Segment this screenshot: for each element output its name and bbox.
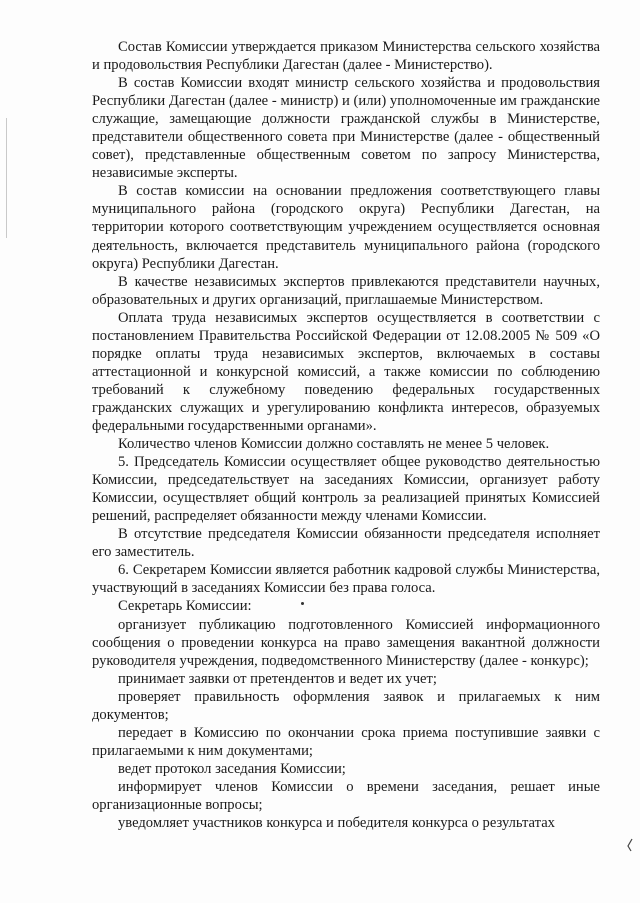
- paragraph-secretary-applications: принимает заявки от претендентов и ведет их учет;: [118, 670, 437, 687]
- paragraph-commission-members: В состав Комиссии входят министр сельского хозяйства и продовольствия Республики Дагестан (далее - министр) и (или) уполномоченные им гражданские служащие, замещающие должности гражданской службы в Министерстве, представители общественного совета при Министерстве (далее - общественный совет), представленные общественным советом по запросу Министерства, независимые эксперты.: [92, 75, 600, 182]
- paragraph-expert-payment: Оплата труда независимых экспертов осуществляется в соответствии с постановлением Правительства Российской Федерации от 12.08.2005 № 509 «О порядке оплаты труда независимых экспертов, включаемых в составы аттестационной и конкурсной комиссий, а также комиссии по соблюдению требований к служебному поведению федеральных государственных гражданских служащих и урегулированию конфликта интересов, образуемых федеральными государственными органами».: [92, 309, 600, 434]
- paragraph-secretary-publication: организует публикацию подготовленного Комиссией информационного сообщения о проведении конкурса на право замещения вакантной должности руководителя учреждения, подведомственного Министерству (далее - конкурс);: [92, 616, 600, 669]
- paragraph-chairman-absence: В отсутствие председателя Комиссии обязанности председателя исполняет его заместитель.: [92, 526, 600, 561]
- paragraph-secretary-verification: проверяет правильность оформления заявок и прилагаемых к ним документов;: [92, 688, 600, 723]
- paragraph-independent-experts: В качестве независимых экспертов привлекаются представители научных, образовательных и других организаций, приглашаемые Министерством.: [92, 273, 600, 308]
- scan-speck: [301, 602, 304, 605]
- paragraph-member-count: Количество членов Комиссии должно составлять не менее 5 человек.: [118, 436, 550, 453]
- scan-corner-mark: [626, 838, 634, 852]
- document-body: [92, 38, 600, 832]
- paragraph-secretary-inform: информирует членов Комиссии о времени заседания, решает иные организационные вопросы;: [92, 778, 600, 813]
- paragraph-commission-approval: Состав Комиссии утверждается приказом Министерства сельского хозяйства и продовольствия Республики Дагестан (далее - Министерство).: [92, 39, 600, 74]
- paragraph-secretary-minutes: ведет протокол заседания Комиссии;: [118, 760, 346, 777]
- paragraph-secretary-role: 6. Секретарем Комиссии является работник кадровой службы Министерства, участвующий в заседаниях Комиссии без права голоса.: [92, 562, 600, 597]
- paragraph-secretary-notify: уведомляет участников конкурса и победителя конкурса о результатах: [118, 815, 555, 832]
- paragraph-municipal-representative: В состав комиссии на основании предложения соответствующего главы муниципального района (городского округа) Республики Дагестан, на территории которого соответствующим учреждением осуществляется основная деятельность, включается представитель муниципального района (городского округа) Республики Дагестан.: [92, 183, 600, 272]
- scan-edge-line: [6, 118, 7, 238]
- paragraph-secretary-transfer: передает в Комиссию по окончании срока приема поступившие заявки с прилагаемыми к ним документами;: [92, 724, 600, 759]
- paragraph-chairman-duties: 5. Председатель Комиссии осуществляет общее руководство деятельностью Комиссии, председательствует на заседаниях Комиссии, организует работу Комиссии, осуществляет общий контроль за реализацией принятых Комиссией решений, распределяет обязанности между членами Комиссии.: [92, 454, 600, 525]
- paragraph-secretary-heading: Секретарь Комиссии:: [118, 598, 252, 615]
